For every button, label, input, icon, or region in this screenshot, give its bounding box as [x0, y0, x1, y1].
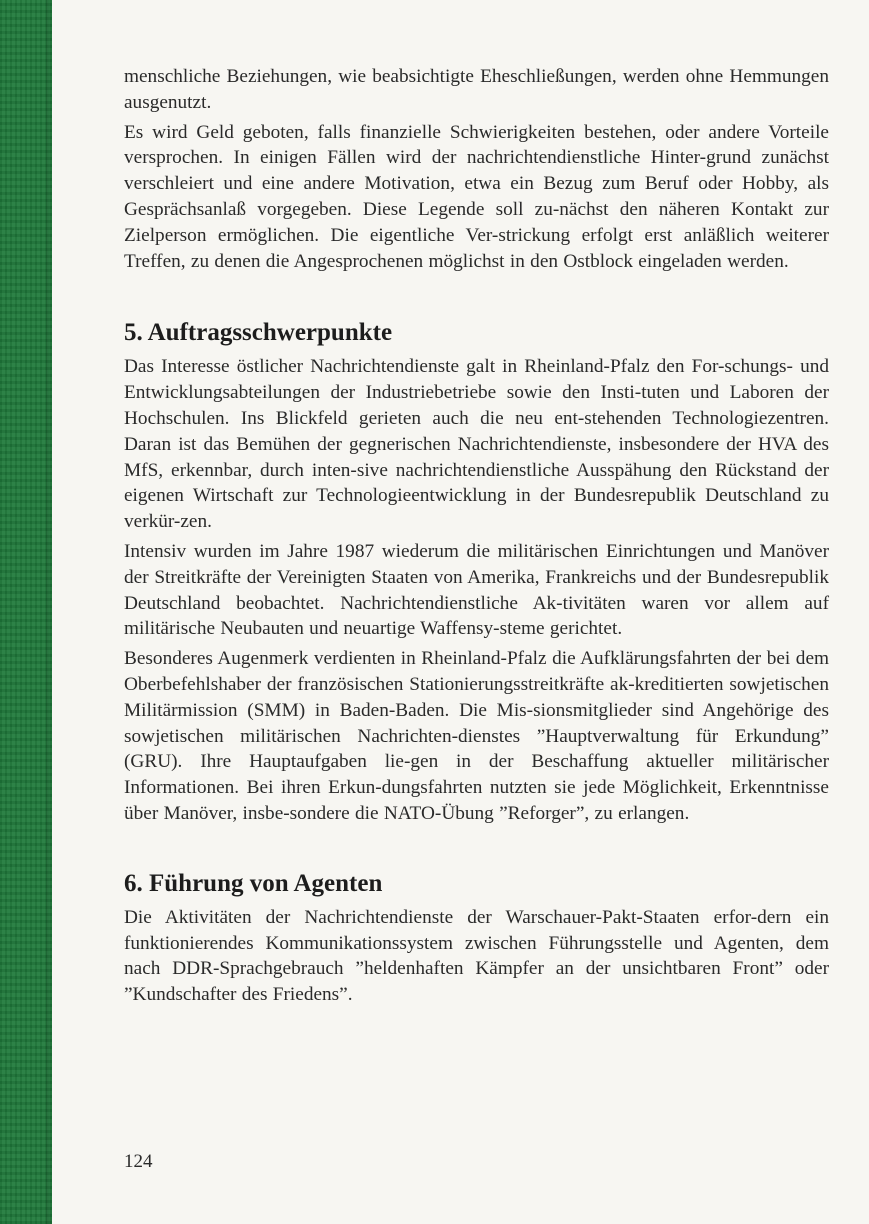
section-6-heading: 6. Führung von Agenten: [124, 869, 383, 897]
section-6-paragraph-1: Die Aktivitäten der Nachrichtendienste der Warschauer-Pakt-Staaten erfor-dern ein funktionierendes Kommunikationssystem zwischen Führungsstelle und Agenten, dem nach DDR-Sprachgebrauch ”heldenhaften Kämpfer an der unsichtbaren Front” oder ”Kundschafter des Friedens”.: [124, 906, 829, 1006]
page-content: [124, 64, 829, 1008]
page-number: 124: [124, 1151, 153, 1172]
green-binding-strip: [0, 0, 52, 1224]
section-spacer: [124, 827, 829, 869]
section-5-paragraph-2: Intensiv wurden im Jahre 1987 wiederum die militärischen Einrichtungen und Manöver der Streitkräfte der Vereinigten Staaten von Amerika, Frankreichs und der Bundesrepublik Deutschland beobachtet. Nachrichtendienstliche Ak-tivitäten waren vor allem auf militärische Neubauten und neuartige Waffensy-steme gerichtet.: [124, 540, 829, 640]
section-5-paragraph-3: Besonderes Augenmerk verdienten in Rheinland-Pfalz die Aufklärungsfahrten der bei dem Oberbefehlshaber der französischen Stationierungsstreitkräfte ak-kreditierten sowjetischen Militärmission (SMM) in Baden-Baden. Die Mis-sionsmitglieder sind Angehörige des sowjetischen militärischen Nachrichten-dienstes ”Hauptverwaltung für Erkundung” (GRU). Ihre Hauptaufgaben lie-gen in der Beschaffung aktueller militärischer Informationen. Bei ihren Erkun-dungsfahrten nutzten sie jede Möglichkeit, Erkenntnisse über Manöver, insbe-sondere die NATO-Übung ”Reforger”, zu erlangen.: [124, 648, 829, 824]
section-5-paragraph-1: Das Interesse östlicher Nachrichtendienste galt in Rheinland-Pfalz den For-schungs- und Entwicklungsabteilungen der Industriebetriebe sowie den Insti-tuten und Laboren der Hochschulen. Ins Blickfeld gerieten auch die neu ent-stehenden Technologiezentren. Daran ist das Bemühen der gegnerischen Nachrichtendienste, insbesondere der HVA des MfS, erkennbar, durch inten-sive nachrichtendienstliche Ausspähung den Rückstand der eigenen Wirtschaft zur Technologieentwicklung in der Bundesrepublik Deutschland zu verkür-zen.: [124, 356, 829, 533]
section-5-heading: 5. Auftragsschwerpunkte: [124, 319, 393, 347]
section-spacer: [124, 274, 829, 318]
intro-paragraph-1: menschliche Beziehungen, wie beabsichtigte Eheschließungen, werden ohne Hemmungen ausgenutzt.: [124, 66, 829, 113]
intro-paragraph-2: Es wird Geld geboten, falls finanzielle Schwierigkeiten bestehen, oder andere Vorteile versprochen. In einigen Fällen wird der nachrichtendienstliche Hinter-grund zunächst verschleiert und eine andere Motivation, etwa ein Bezug zum Beruf oder Hobby, als Gesprächsanlaß vorgegeben. Diese Legende soll zu-nächst den näheren Kontakt zur Zielperson ermöglichen. Die eigentliche Ver-strickung erfolgt erst anläßlich weiterer Treffen, zu denen die Angesprochenen möglichst in den Ostblock eingeladen werden.: [124, 121, 829, 272]
